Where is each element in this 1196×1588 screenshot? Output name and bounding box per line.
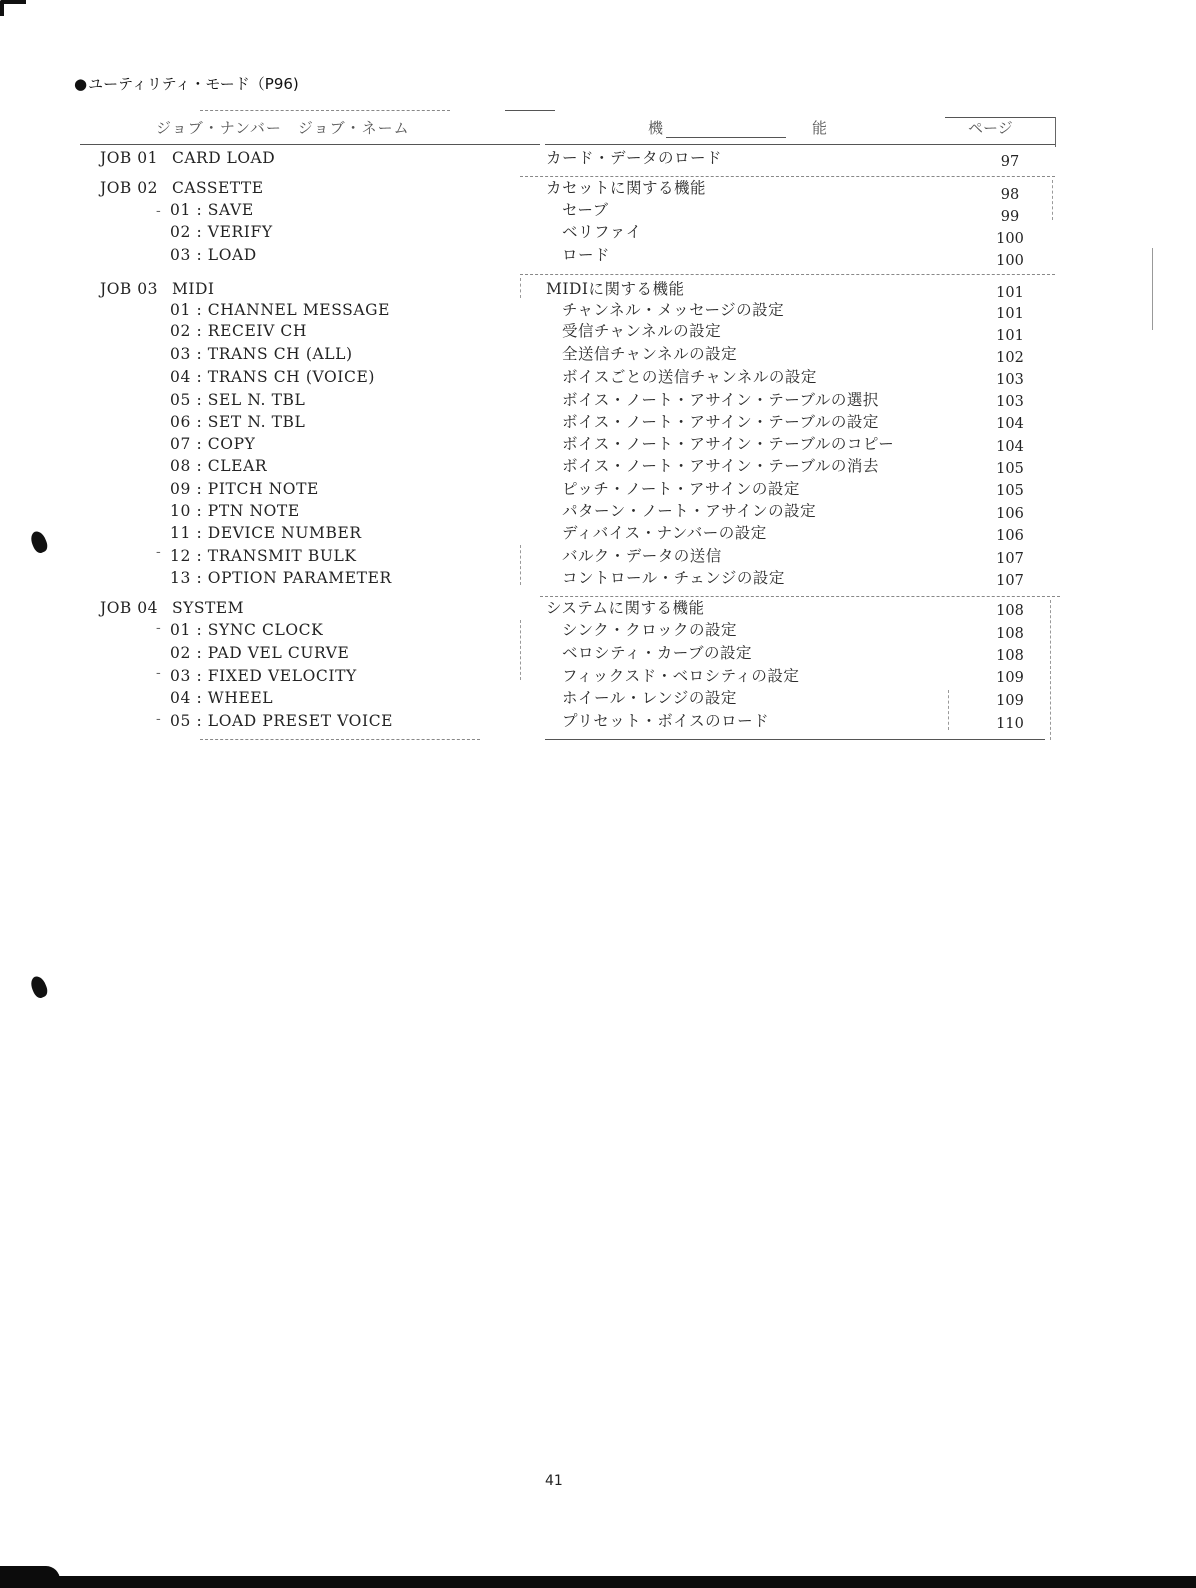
sub-job-label: 02 : RECEIV CH	[170, 322, 307, 340]
dash-mark: -	[156, 665, 161, 681]
function-description: 受信チャンネルの設定	[562, 322, 722, 340]
function-description: ベリファイ	[562, 223, 642, 241]
group-rule	[520, 274, 1055, 275]
function-description: カード・データのロード	[546, 149, 723, 167]
job-name: SYSTEM	[171, 599, 244, 617]
job-row-label	[100, 147, 275, 169]
page-reference: 110	[996, 716, 1024, 732]
scan-bottom-border	[0, 1576, 1196, 1588]
table-rule	[1055, 117, 1056, 147]
function-description: ボイス・ノート・アサイン・テーブルのコピー	[562, 435, 895, 453]
job-number: JOB 01	[100, 149, 158, 167]
header-page: ページ	[968, 119, 1013, 137]
page-reference: 101	[996, 328, 1024, 344]
sub-job-label: 08 : CLEAR	[170, 457, 268, 475]
job-row-label	[100, 177, 264, 199]
page-reference: 108	[996, 648, 1024, 664]
header-rule	[666, 137, 786, 138]
function-description: セーブ	[562, 201, 609, 219]
function-description: MIDIに関する機能	[546, 280, 685, 298]
page-reference: 98	[1000, 187, 1020, 203]
sub-job-label: 09 : PITCH NOTE	[170, 480, 319, 498]
header-rule	[545, 144, 1055, 145]
sub-job-label: 01 : SAVE	[170, 201, 254, 219]
function-description: ディバイス・ナンバーの設定	[562, 524, 767, 542]
table-rule	[520, 620, 521, 680]
sub-job-label: 03 : FIXED VELOCITY	[170, 667, 357, 685]
function-description: チャンネル・メッセージの設定	[562, 301, 785, 319]
header-function: 機	[648, 119, 664, 137]
sub-job-label: 04 : WHEEL	[170, 689, 274, 707]
header-function: 能	[812, 119, 828, 137]
function-description: ピッチ・ノート・アサインの設定	[562, 480, 800, 498]
bullet-icon: ●	[74, 75, 88, 93]
dash-mark: -	[156, 711, 161, 727]
function-description: ホイール・レンジの設定	[562, 689, 737, 707]
page-reference: 101	[996, 306, 1024, 322]
table-bottom-rule	[545, 739, 1045, 740]
sub-job-label: 13 : OPTION PARAMETER	[170, 569, 392, 587]
page-reference: 100	[996, 231, 1024, 247]
table-rule	[1052, 180, 1053, 220]
page-reference: 109	[996, 693, 1024, 709]
page-reference: 103	[996, 372, 1024, 388]
function-description: システムに関する機能	[546, 599, 705, 617]
job-number: JOB 02	[100, 179, 158, 197]
sub-job-label: 10 : PTN NOTE	[170, 502, 300, 520]
dash-mark: -	[156, 203, 161, 219]
function-description: ボイス・ノート・アサイン・テーブルの選択	[562, 391, 879, 409]
page-reference: 106	[996, 506, 1024, 522]
page-reference: 100	[996, 253, 1024, 269]
table-rule	[520, 278, 521, 298]
job-name: CARD LOAD	[171, 149, 276, 167]
function-description: プリセット・ボイスのロード	[562, 712, 770, 730]
scan-edge-mark	[1152, 248, 1153, 330]
table-rule	[948, 690, 949, 730]
function-description: ボイス・ノート・アサイン・テーブルの消去	[562, 457, 879, 475]
function-description: ベロシティ・カーブの設定	[562, 644, 752, 662]
binder-hole-mark	[28, 529, 49, 555]
job-name: MIDI	[171, 280, 215, 298]
job-number: JOB 03	[100, 280, 158, 298]
page-reference: 104	[996, 439, 1024, 455]
page-corner-mark	[0, 0, 26, 16]
page-reference: 104	[996, 416, 1024, 432]
section-heading	[74, 73, 299, 94]
table-rule	[1050, 600, 1051, 740]
page-reference: 109	[996, 670, 1024, 686]
sub-job-label: 02 : VERIFY	[170, 223, 273, 241]
page-reference: 108	[996, 626, 1024, 642]
sub-job-label: 12 : TRANSMIT BULK	[170, 547, 357, 565]
function-description: フィックスド・ベロシティの設定	[562, 667, 800, 685]
sub-job-label: 05 : SEL N. TBL	[170, 391, 306, 409]
page-reference: 106	[996, 528, 1024, 544]
header-rule	[80, 144, 540, 145]
function-description: ボイス・ノート・アサイン・テーブルの設定	[562, 413, 879, 431]
page-reference: 101	[996, 285, 1024, 301]
page-reference: 107	[996, 551, 1024, 567]
header-job-number-name: ジョブ・ナンバー ジョブ・ネーム	[156, 119, 410, 137]
sub-job-label: 01 : SYNC CLOCK	[170, 621, 324, 639]
table-bottom-rule	[200, 739, 480, 740]
page-reference: 103	[996, 394, 1024, 410]
page-reference: 99	[1000, 209, 1020, 225]
sub-job-label: 06 : SET N. TBL	[170, 413, 306, 431]
page-reference: 108	[996, 603, 1024, 619]
function-description: ボイスごとの送信チャンネルの設定	[562, 368, 817, 386]
table-rule	[520, 545, 521, 585]
dash-mark: -	[156, 620, 161, 636]
function-description: パターン・ノート・アサインの設定	[562, 502, 817, 520]
function-description: コントロール・チェンジの設定	[562, 569, 785, 587]
page-reference: 105	[996, 461, 1024, 477]
sub-job-label: 03 : TRANS CH (ALL)	[170, 345, 353, 363]
function-description: バルク・データの送信	[562, 547, 722, 565]
sub-job-label: 03 : LOAD	[170, 246, 257, 264]
page-reference: 102	[996, 350, 1024, 366]
page-number: 41	[545, 1473, 563, 1489]
sub-job-label: 05 : LOAD PRESET VOICE	[170, 712, 394, 730]
sub-job-label: 02 : PAD VEL CURVE	[170, 644, 350, 662]
function-description: シンク・クロックの設定	[562, 621, 737, 639]
table-rule	[200, 110, 450, 111]
function-description: カセットに関する機能	[546, 179, 707, 197]
job-row-label	[100, 278, 215, 300]
job-number: JOB 04	[100, 599, 158, 617]
page-reference: 105	[996, 483, 1024, 499]
page-reference: 97	[1000, 154, 1020, 170]
section-heading-text: ユーティリティ・モード（P96)	[88, 75, 299, 93]
function-description: 全送信チャンネルの設定	[562, 345, 738, 363]
table-rule	[505, 110, 555, 111]
sub-job-label: 01 : CHANNEL MESSAGE	[170, 301, 391, 319]
sub-job-label: 04 : TRANS CH (VOICE)	[170, 368, 376, 386]
job-name: CASSETTE	[171, 179, 264, 197]
sub-job-label: 11 : DEVICE NUMBER	[170, 524, 362, 542]
page-reference: 107	[996, 573, 1024, 589]
dash-mark: -	[156, 544, 161, 560]
sub-job-label: 07 : COPY	[170, 435, 256, 453]
function-description: ロード	[562, 246, 611, 264]
binder-hole-mark	[28, 974, 49, 1000]
job-row-label	[100, 597, 244, 619]
